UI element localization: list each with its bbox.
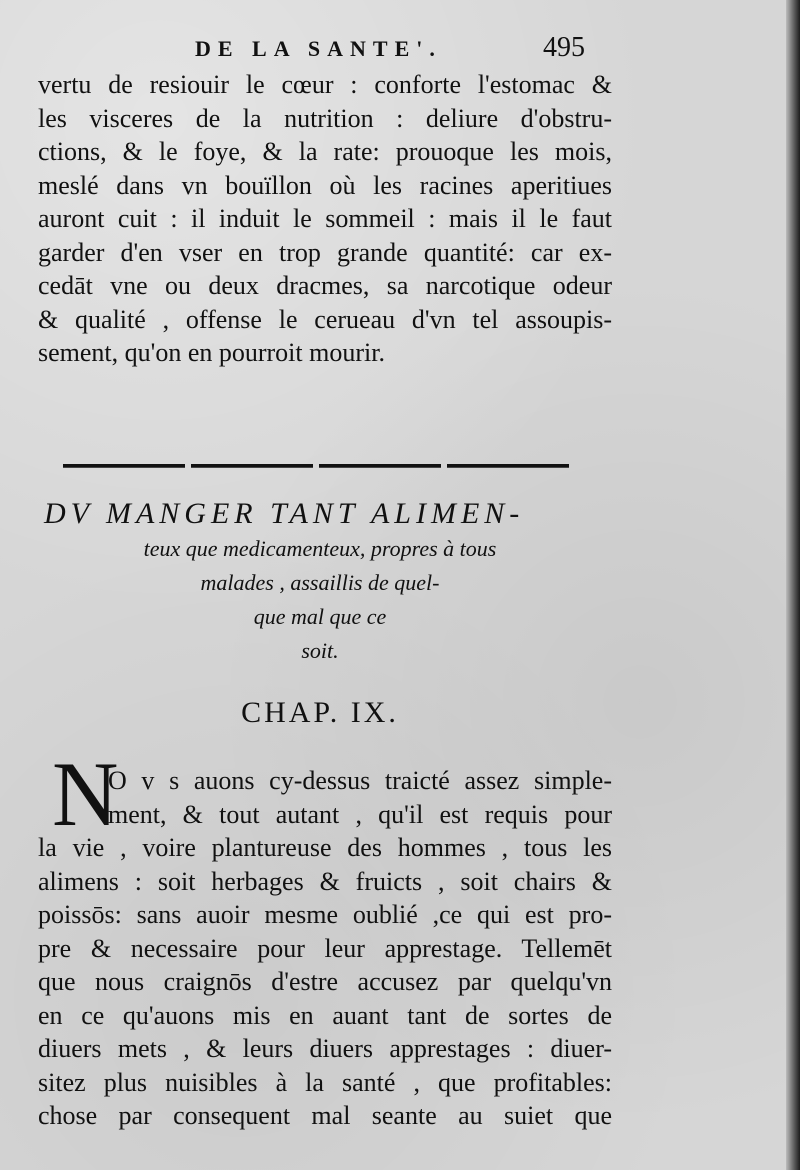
text-line: pre & necessaire pour leur apprestage. Tellemēt bbox=[38, 933, 612, 963]
heading-line: soit. bbox=[301, 638, 339, 663]
text-line: sement, qu'on en pourroit mourir. bbox=[38, 338, 385, 367]
section-heading bbox=[40, 496, 600, 668]
text-line: ctions, & le foye, & la rate: prouoque les mois, bbox=[38, 137, 612, 166]
text-line: en ce qu'auons mis en auant tant de sortes de bbox=[38, 1000, 612, 1030]
text-line: la vie , voire plantureuse des hommes , tous les bbox=[38, 833, 612, 862]
text-line: diuers mets , & leurs diuers apprestages : diuer- bbox=[38, 1034, 612, 1063]
text-line: les visceres de la nutrition : deliure d'obstru- bbox=[38, 103, 612, 133]
text-line: chose par consequent mal seante au suiet que bbox=[38, 1101, 612, 1130]
text-line: cedāt vne ou deux dracmes, sa narcotique odeur bbox=[38, 271, 612, 300]
text-line: poissōs: sans auoir mesme oublié ,ce qui est pro- bbox=[38, 900, 612, 929]
page-edge-shadow bbox=[786, 0, 800, 1170]
divider-rule bbox=[319, 464, 441, 468]
heading-line: DV MANGER TANT ALIMEN- bbox=[44, 497, 525, 530]
text-line: ment, & tout autant , qu'il est requis pour bbox=[108, 799, 612, 829]
text-line: sitez plus nuisibles à la santé , que profitables: bbox=[38, 1067, 612, 1097]
text-line: auront cuit : il induit le sommeil : mais il le faut bbox=[38, 204, 612, 233]
text-line: que nous craignōs d'estre accusez par quelqu'vn bbox=[38, 967, 612, 996]
text-line: & qualité , offense le cerueau d'vn tel assoupis- bbox=[38, 304, 612, 334]
divider-rule bbox=[191, 464, 313, 468]
section-divider bbox=[63, 462, 569, 470]
top-paragraph bbox=[38, 68, 612, 370]
heading-line: malades , assaillis de quel- bbox=[200, 570, 440, 595]
text-line: meslé dans vn bouïllon où les racines aperitiues bbox=[38, 170, 612, 200]
chapter-title: CHAP. IX. bbox=[241, 696, 399, 729]
heading-line: teux que medicamenteux, propres à tous bbox=[143, 536, 497, 561]
text-line: garder d'en vser en trop grande quantité: car ex- bbox=[38, 237, 612, 267]
divider-rule bbox=[63, 464, 185, 468]
text-line: alimens : soit herbages & fruicts , soit chairs & bbox=[38, 866, 612, 896]
body-paragraph bbox=[38, 764, 612, 1133]
heading-line: que mal que ce bbox=[253, 604, 387, 629]
drop-cap: N bbox=[52, 743, 119, 845]
divider-rule bbox=[447, 464, 569, 468]
text-line: O v s auons cy-dessus traicté assez simple- bbox=[108, 766, 612, 795]
page-number: 495 bbox=[543, 32, 585, 63]
running-head: DE LA SANTE'. bbox=[195, 36, 442, 61]
text-line: vertu de resiouir le cœur : conforte l'estomac & bbox=[38, 70, 612, 99]
